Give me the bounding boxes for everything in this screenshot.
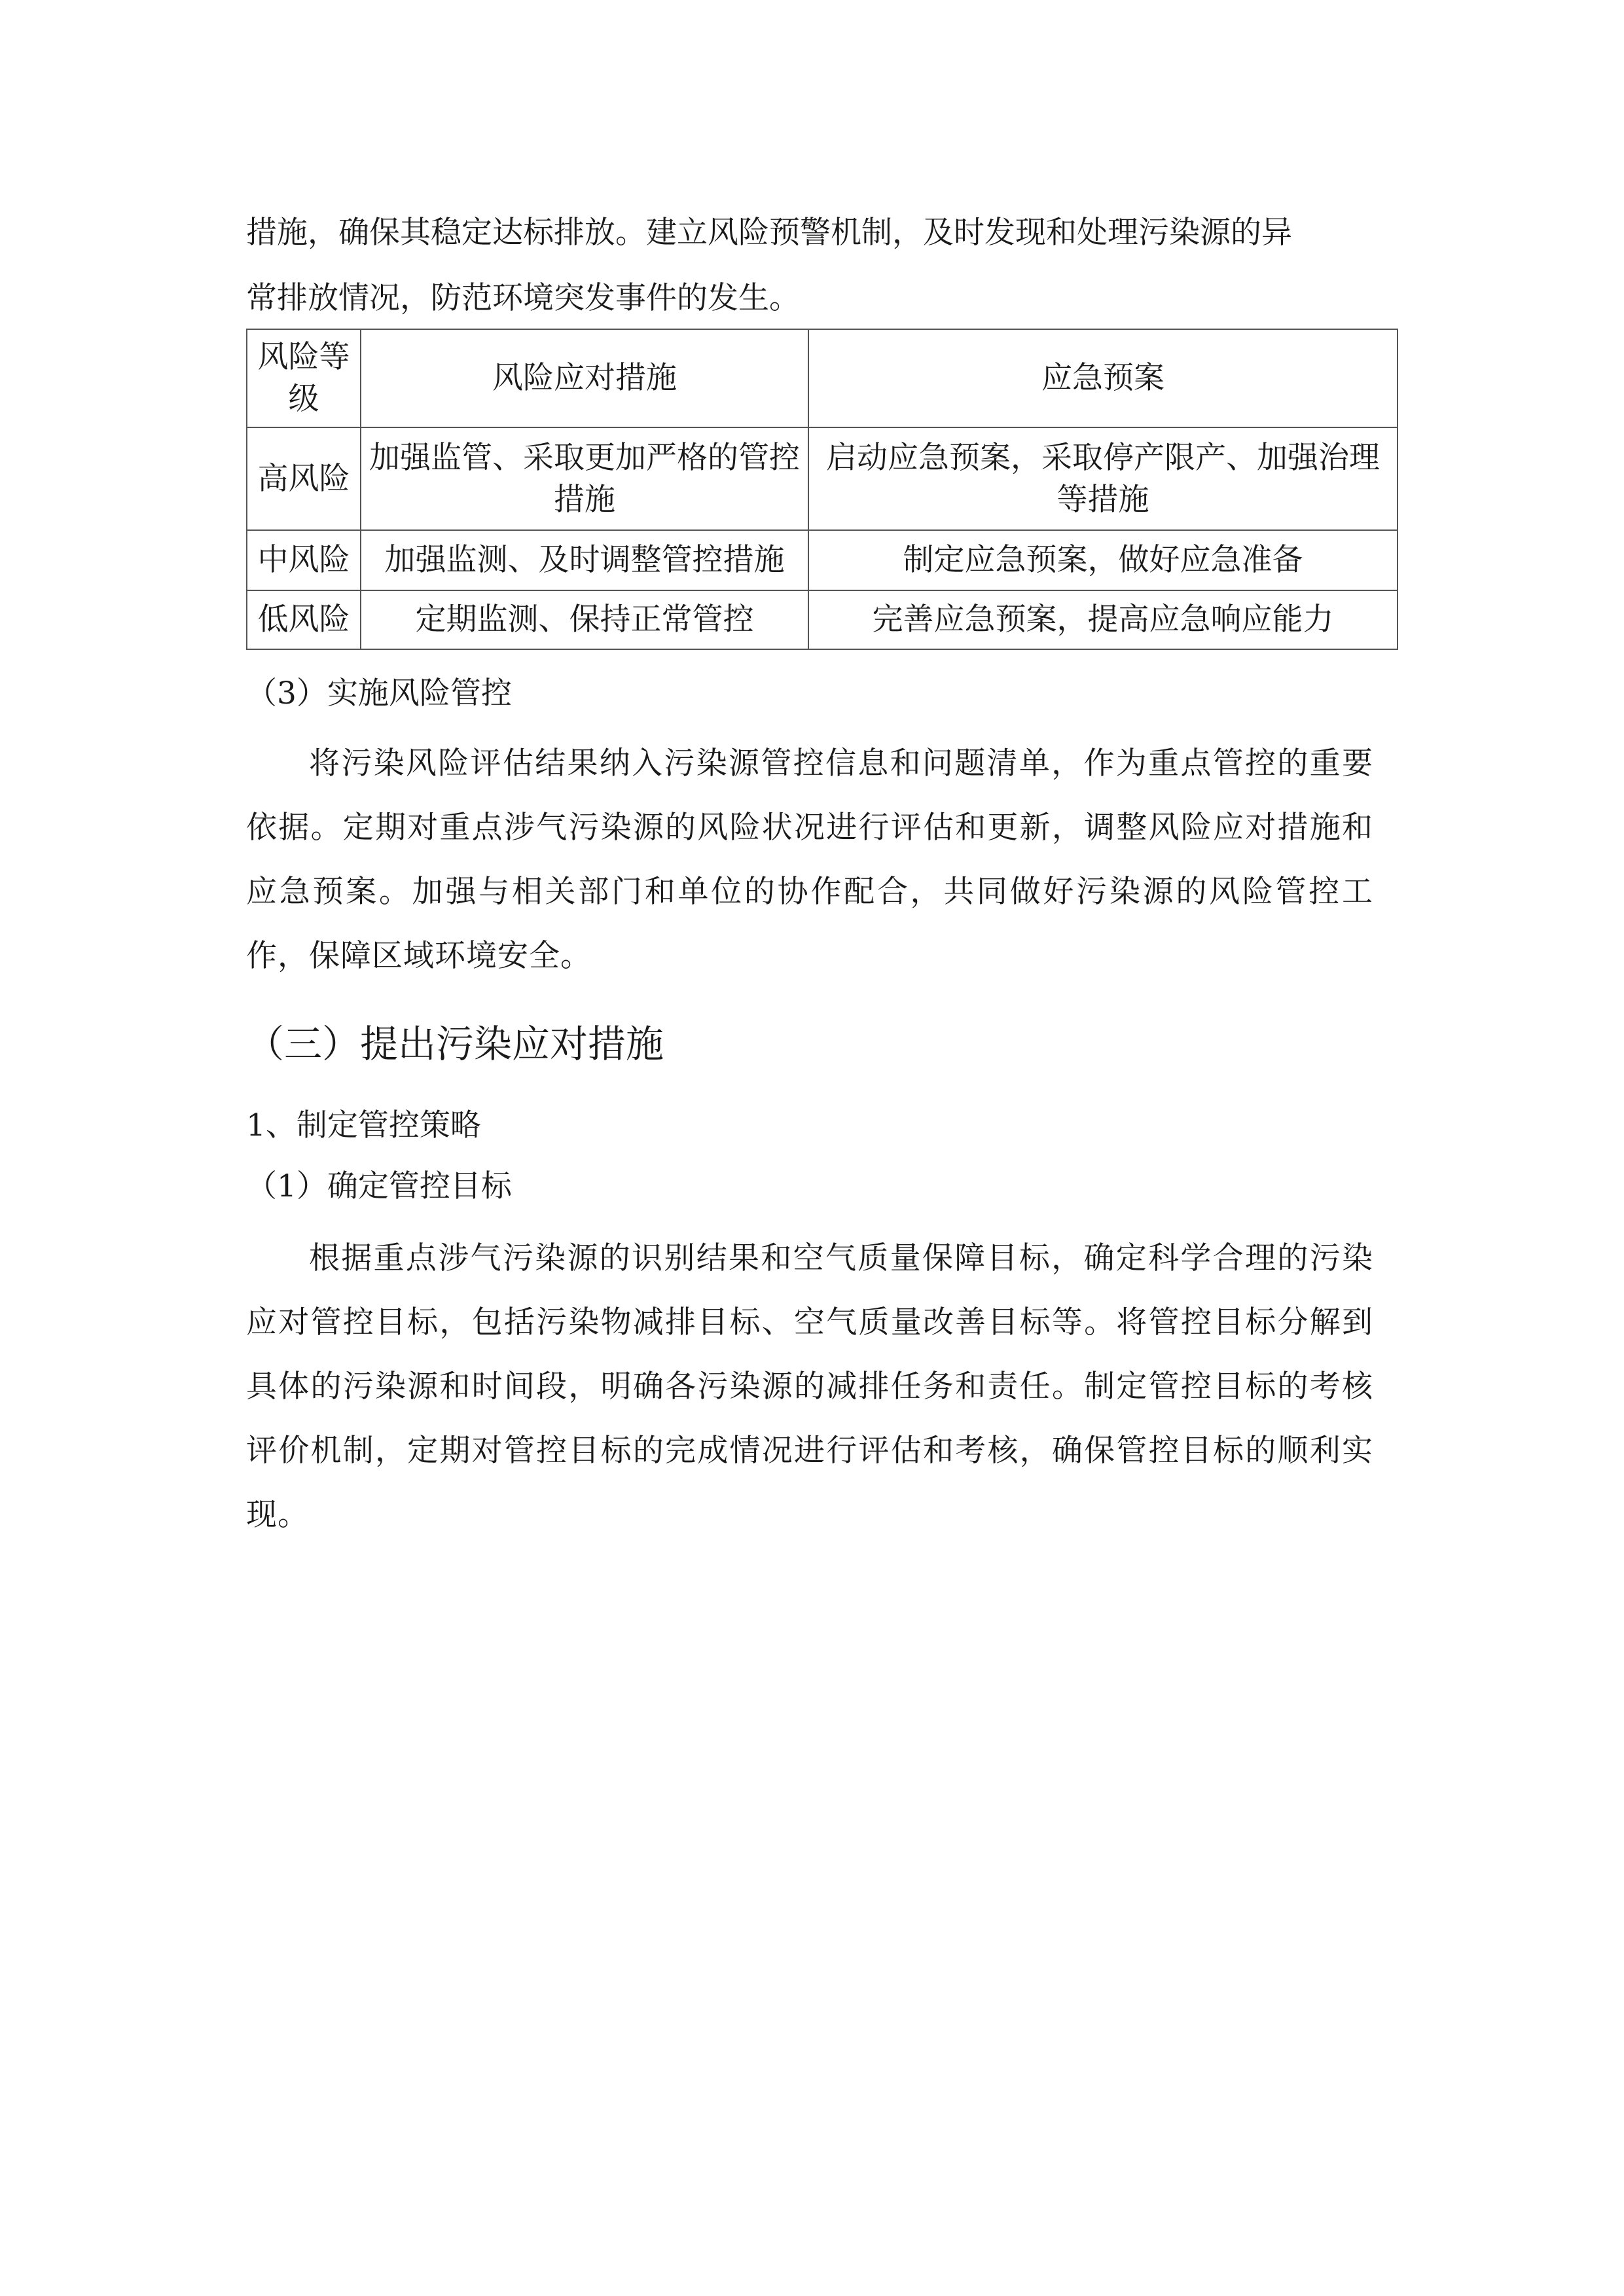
subsection-1-paragraph: 根据重点涉气污染源的识别结果和空气质量保障目标，确定科学合理的污染应对管控目标，包括污染物减排目标、空气质量改善目标等。将管控目标分解到具体的污染源和时间段，明确各污染源的减排任务和责任。制定管控目标的考核评价机制，定期对管控目标的完成情况进行评估和考核，确保管控目标的顺利实现。	[246, 1240, 1373, 1533]
table-header-row	[247, 329, 1398, 427]
table-row	[247, 427, 1398, 530]
cell-plan: 完善应急预案，提高应急响应能力	[808, 590, 1398, 649]
cell-level: 中风险	[247, 530, 361, 590]
section-3-heading: （三）提出污染应对措施	[246, 1022, 664, 1066]
table-row	[247, 530, 1398, 590]
subsection-3-paragraph: 将污染风险评估结果纳入污染源管控信息和问题清单，作为重点管控的重要依据。定期对重点涉气污染源的风险状况进行评估和更新，调整风险应对措施和应急预案。加强与相关部门和单位的协作配合，共同做好污染源的风险管控工作，保障区域环境安全。	[246, 745, 1373, 974]
cell-measures: 加强监测、及时调整管控措施	[361, 530, 808, 590]
cell-measures: 定期监测、保持正常管控	[361, 590, 808, 649]
cell-level: 低风险	[247, 590, 361, 649]
header-risk-measures: 风险应对措施	[361, 329, 808, 427]
cell-plan: 启动应急预案，采取停产限产、加强治理等措施	[808, 427, 1398, 530]
subsection-3-title: （3）实施风险管控	[246, 675, 512, 711]
header-emergency-plan: 应急预案	[808, 329, 1398, 427]
intro-line-2: 常排放情况，防范环境突发事件的发生。	[246, 280, 800, 316]
cell-plan: 制定应急预案，做好应急准备	[808, 530, 1398, 590]
table-row	[247, 590, 1398, 649]
intro-line-1: 措施，确保其稳定达标排放。建立风险预警机制，及时发现和处理污染源的异	[246, 215, 1292, 251]
item-1-title: 1、制定管控策略	[246, 1107, 481, 1143]
risk-level-table	[246, 329, 1398, 650]
cell-level: 高风险	[247, 427, 361, 530]
cell-measures: 加强监管、采取更加严格的管控措施	[361, 427, 808, 530]
subsection-1-title: （1）确定管控目标	[246, 1168, 512, 1204]
header-risk-level: 风险等级	[247, 329, 361, 427]
